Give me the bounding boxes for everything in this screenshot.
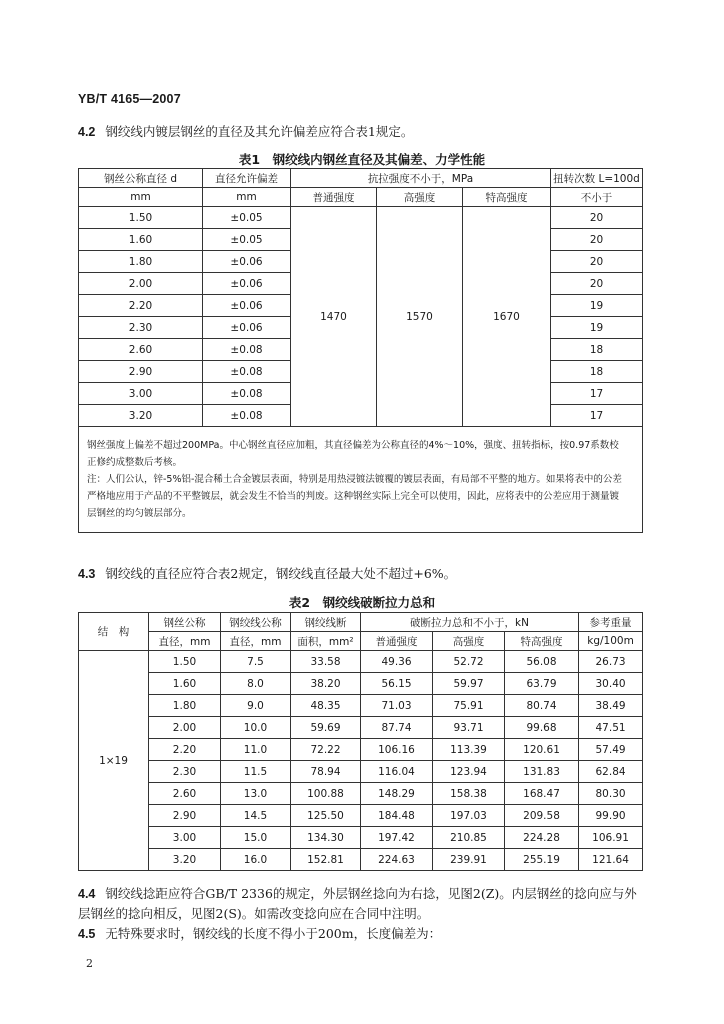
cell-strand-diameter: 16.0 [221,849,291,871]
note-line-1: 钢丝强度上偏差不超过200MPa。中心钢丝直径应加粗，其直径偏差为公称直径的4%～10%，强度、扭转指标，按0.97系数校正修约成整数后考核。 [87,440,619,468]
cell-wire-diameter: 2.60 [149,783,221,805]
cell-diameter: 1.80 [79,251,203,273]
standard-code: YB/T 4165—2007 [78,92,181,106]
header-twist-sub: 不小于 [551,188,643,207]
cell-area: 33.58 [291,651,361,673]
cell-diameter: 2.20 [79,295,203,317]
table-row [79,717,643,739]
cell-strength-high: 1570 [377,207,463,427]
cell-strand-diameter: 7.5 [221,651,291,673]
cell-area: 125.50 [291,805,361,827]
cell-twist: 20 [551,273,643,295]
cell-weight: 106.91 [579,827,643,849]
cell-strand-diameter: 10.0 [221,717,291,739]
cell-high: 158.38 [433,783,505,805]
cell-weight: 47.51 [579,717,643,739]
header-structure: 结 构 [79,613,149,651]
section-text-line-1: 钢绞线捻距应符合GB/T 2336的规定，外层钢丝捻向为右捻，见图2(Z)。内层钢丝的捻向应与外 [105,886,637,901]
header-strength: 抗拉强度不小于，MPa [291,169,551,188]
header-tolerance-unit: mm [203,188,291,207]
header-extra-high-strength: 特高强度 [505,632,579,651]
cell-strength-extra-high: 1670 [463,207,551,427]
header-wire-diameter: 钢丝公称 [149,613,221,632]
cell-diameter: 1.50 [79,207,203,229]
cell-extra-high: 63.79 [505,673,579,695]
cell-high: 113.39 [433,739,505,761]
note-line-2: 注：人们公认，锌-5%铝-混合稀土合金镀层表面，特别是用热浸镀法镀覆的镀层表面，有局部不平整的地方。如果将表中的公差严格地应用于产品的不平整镀层，就会发生不恰当的判废。这种钢丝实际上完全可以使用，因此，应将表中的公差应用于测量镀层钢丝的均匀镀层部分。 [87,474,622,519]
cell-weight: 38.49 [579,695,643,717]
cell-twist: 20 [551,251,643,273]
cell-extra-high: 255.19 [505,849,579,871]
cell-extra-high: 209.58 [505,805,579,827]
cell-diameter: 2.00 [79,273,203,295]
cell-tolerance: ±0.05 [203,207,291,229]
cell-extra-high: 224.28 [505,827,579,849]
cell-tolerance: ±0.08 [203,383,291,405]
section-4-4-continued [78,906,429,922]
cell-extra-high: 168.47 [505,783,579,805]
cell-normal: 106.16 [361,739,433,761]
header-breaking-force: 破断拉力总和不小于，kN [361,613,579,632]
header-area: 钢绞线断 [291,613,361,632]
cell-area: 38.20 [291,673,361,695]
cell-diameter: 3.00 [79,383,203,405]
section-text: 钢绞线内镀层钢丝的直径及其允许偏差应符合表1规定。 [105,124,414,139]
cell-extra-high: 120.61 [505,739,579,761]
cell-high: 210.85 [433,827,505,849]
cell-area: 78.94 [291,761,361,783]
cell-weight: 62.84 [579,761,643,783]
cell-normal: 87.74 [361,717,433,739]
header-strand-diameter: 钢绞线公称 [221,613,291,632]
cell-structure: 1×19 [79,651,149,871]
table2 [78,612,643,871]
section-text-line-2: 层钢丝的捻向相反，见图2(S)。如需改变捻向应在合同中注明。 [78,906,430,921]
cell-tolerance: ±0.06 [203,273,291,295]
cell-tolerance: ±0.08 [203,361,291,383]
cell-normal: 49.36 [361,651,433,673]
table-row [79,805,643,827]
cell-strand-diameter: 13.0 [221,783,291,805]
cell-diameter: 2.90 [79,361,203,383]
cell-normal: 56.15 [361,673,433,695]
cell-wire-diameter: 1.50 [149,651,221,673]
cell-high: 93.71 [433,717,505,739]
table-row [79,207,643,229]
cell-diameter: 2.30 [79,317,203,339]
cell-strength-normal: 1470 [291,207,377,427]
table-row [79,651,643,673]
cell-tolerance: ±0.08 [203,339,291,361]
section-4-5 [78,926,441,942]
cell-wire-diameter: 2.90 [149,805,221,827]
cell-area: 59.69 [291,717,361,739]
table2-caption: 表2 钢绞线破断拉力总和 [288,595,436,610]
header-tolerance: 直径允许偏差 [203,169,291,188]
cell-normal: 197.42 [361,827,433,849]
cell-wire-diameter: 1.80 [149,695,221,717]
cell-strand-diameter: 8.0 [221,673,291,695]
cell-weight: 57.49 [579,739,643,761]
cell-twist: 20 [551,229,643,251]
cell-twist: 17 [551,405,643,427]
cell-strand-diameter: 14.5 [221,805,291,827]
section-text: 无特殊要求时，钢绞线的长度不得小于200m，长度偏差为： [105,926,442,941]
table-row [79,695,643,717]
cell-tolerance: ±0.06 [203,295,291,317]
cell-twist: 20 [551,207,643,229]
table1-note [79,427,643,533]
section-number: 4.4 [78,887,96,901]
table1 [78,168,643,533]
cell-weight: 121.64 [579,849,643,871]
cell-twist: 19 [551,295,643,317]
section-text: 钢绞线的直径应符合表2规定，钢绞线直径最大处不超过+6%。 [105,566,457,581]
table-row [79,739,643,761]
section-number: 4.2 [78,125,96,139]
table1-caption: 表1 钢绞线内钢丝直径及其偏差、力学性能 [238,152,486,167]
cell-normal: 184.48 [361,805,433,827]
section-4-4 [78,886,637,902]
cell-twist: 18 [551,361,643,383]
cell-high: 239.91 [433,849,505,871]
header-normal-strength: 普通强度 [361,632,433,651]
cell-tolerance: ±0.06 [203,251,291,273]
header-area-unit: 面积，mm² [291,632,361,651]
cell-strand-diameter: 9.0 [221,695,291,717]
cell-weight: 80.30 [579,783,643,805]
header-high-strength: 高强度 [433,632,505,651]
cell-extra-high: 80.74 [505,695,579,717]
cell-normal: 224.63 [361,849,433,871]
cell-area: 72.22 [291,739,361,761]
section-4-2 [78,124,413,140]
cell-diameter: 1.60 [79,229,203,251]
header-diameter-unit: mm [79,188,203,207]
cell-extra-high: 56.08 [505,651,579,673]
cell-area: 48.35 [291,695,361,717]
cell-area: 134.30 [291,827,361,849]
header-weight: 参考重量 [579,613,643,632]
table-row [79,783,643,805]
cell-weight: 26.73 [579,651,643,673]
cell-tolerance: ±0.08 [203,405,291,427]
cell-area: 152.81 [291,849,361,871]
cell-extra-high: 99.68 [505,717,579,739]
cell-area: 100.88 [291,783,361,805]
cell-wire-diameter: 3.20 [149,849,221,871]
section-number: 4.3 [78,567,96,581]
cell-strand-diameter: 11.5 [221,761,291,783]
cell-wire-diameter: 1.60 [149,673,221,695]
table-row [79,849,643,871]
cell-high: 52.72 [433,651,505,673]
section-4-3 [78,566,456,582]
cell-weight: 30.40 [579,673,643,695]
cell-twist: 19 [551,317,643,339]
cell-high: 123.94 [433,761,505,783]
cell-high: 197.03 [433,805,505,827]
table-row [79,673,643,695]
header-wire-diameter-unit: 直径，mm [149,632,221,651]
header-strand-diameter-unit: 直径，mm [221,632,291,651]
cell-twist: 17 [551,383,643,405]
cell-extra-high: 131.83 [505,761,579,783]
cell-weight: 99.90 [579,805,643,827]
header-diameter: 钢丝公称直径 d [79,169,203,188]
cell-wire-diameter: 3.00 [149,827,221,849]
header-normal-strength: 普通强度 [291,188,377,207]
cell-diameter: 3.20 [79,405,203,427]
cell-wire-diameter: 2.20 [149,739,221,761]
cell-diameter: 2.60 [79,339,203,361]
cell-normal: 148.29 [361,783,433,805]
cell-normal: 71.03 [361,695,433,717]
cell-high: 59.97 [433,673,505,695]
cell-tolerance: ±0.05 [203,229,291,251]
table-row [79,761,643,783]
section-number: 4.5 [78,927,96,941]
header-twist: 扭转次数 L=100d [551,169,643,188]
header-weight-unit: kg/100m [579,632,643,651]
cell-normal: 116.04 [361,761,433,783]
header-high-strength: 高强度 [377,188,463,207]
table-row [79,827,643,849]
page-number: 2 [86,957,93,970]
cell-tolerance: ±0.06 [203,317,291,339]
cell-high: 75.91 [433,695,505,717]
cell-wire-diameter: 2.30 [149,761,221,783]
header-extra-high-strength: 特高强度 [463,188,551,207]
cell-strand-diameter: 11.0 [221,739,291,761]
cell-strand-diameter: 15.0 [221,827,291,849]
cell-twist: 18 [551,339,643,361]
cell-wire-diameter: 2.00 [149,717,221,739]
